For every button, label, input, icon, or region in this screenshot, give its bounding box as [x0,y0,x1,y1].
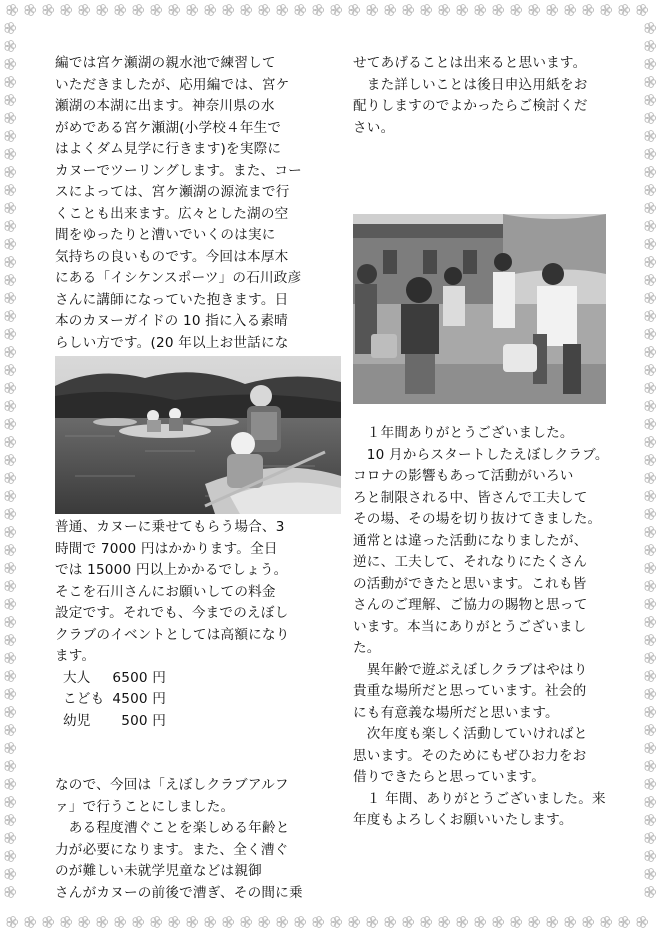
flower-ornament [79,5,90,16]
fee-amount: 4500 円 [112,691,167,707]
text-line: 編では宮ケ瀬湖の親水池で練習して [55,55,276,71]
flower-ornament [5,527,16,538]
flower-ornament [645,95,656,106]
flower-ornament [5,815,16,826]
flower-ornament [205,5,216,16]
flower-ornament [5,167,16,178]
text-line: た。 [353,640,381,656]
text-line: います。本当にありがとうございまし [353,618,587,635]
flower-ornament [5,419,16,430]
flower-ornament [645,617,656,628]
text-line: のが難しい未就学児童などは親御 [55,863,262,879]
flower-ornament [277,5,288,16]
flower-ornament [5,779,16,790]
flower-ornament [5,23,16,34]
flower-ornament [5,473,16,484]
flower-ornament [349,917,360,928]
flower-ornament [115,917,126,928]
flower-ornament [645,869,656,880]
flower-ornament [313,917,324,928]
flower-ornament [645,815,656,826]
flower-ornament [5,59,16,70]
flower-ornament [421,5,432,16]
text-line: さんのご理解、ご協力の賜物と思って [353,597,588,613]
flower-ornament [97,5,108,16]
right-column-lower [353,423,618,832]
flower-ornament [5,365,16,376]
text-line: 力が必要になります。また、全く漕ぐ [55,841,289,858]
flower-ornament [5,725,16,736]
text-line: 貴重な場所だと思っています。社会的 [353,683,587,699]
flower-ornament [61,5,72,16]
flower-ornament [475,917,486,928]
flower-ornament [367,917,378,928]
flower-ornament [439,917,450,928]
flower-ornament [457,917,468,928]
flower-ornament [241,917,252,928]
flower-ornament [5,671,16,682]
flower-ornament [277,917,288,928]
flower-ornament [511,5,522,16]
flower-ornament [645,851,656,862]
text-line: らしい方です。(20 年以上お世話にな [55,334,289,351]
flower-ornament [475,5,486,16]
flower-ornament [645,797,656,808]
flower-ornament [5,581,16,592]
flower-ornament [5,509,16,520]
flower-ornament [645,563,656,574]
flower-ornament [223,5,234,16]
text-line: では 15000 円以上かかるでしょう。 [55,562,288,578]
text-line: 10 月からスタートしたえぼしクラブ。 [353,446,609,463]
flower-ornament [5,41,16,52]
flower-ornament [331,917,342,928]
right-paragraph-1 [353,53,613,139]
fee-label: 大人 [63,669,91,686]
text-line: ます。 [55,648,96,664]
flower-ornament [645,707,656,718]
text-line: 逆に、工夫して、それなりにたくさん [353,554,588,570]
left-paragraph-3 [55,775,347,904]
flower-ornament [259,917,270,928]
flower-ornament [645,23,656,34]
flower-ornament [5,437,16,448]
flower-ornament [5,77,16,88]
text-line: ある程度漕ぐことを楽しめる年齢と [55,820,290,836]
flower-ornament [5,455,16,466]
flower-ornament [565,5,576,16]
flower-ornament [645,653,656,664]
flower-ornament [493,5,504,16]
text-line: せてあげることは出来ると思います。 [353,55,587,71]
flower-ornament [645,347,656,358]
text-line: 次年度も楽しく活動していければと [353,726,588,742]
flower-ornament [5,833,16,844]
flower-ornament [421,917,432,928]
flower-ornament [5,689,16,700]
flower-ornament [645,743,656,754]
text-line: 年度もよろしくお願いいたします。 [353,812,573,828]
left-column-lower [55,517,347,904]
text-line: 通常とは違った活動になりましたが、 [353,532,588,549]
flower-ornament [133,917,144,928]
flower-ornament [367,5,378,16]
text-line: クラブのイベントとしては高額になり [55,626,290,643]
flower-ornament [645,77,656,88]
text-line: 配りしますのでよかったらご検討くだ [353,98,588,114]
fee-amount: 500 円 [121,712,167,729]
flower-ornament [439,5,450,16]
text-line: １年間ありがとうございました。 [353,425,574,441]
flower-ornament [529,917,540,928]
flower-ornament [645,437,656,448]
flower-ornament [5,401,16,412]
flower-ornament [403,5,414,16]
text-line: さんに講師になっていた抱きます。日 [55,291,289,308]
flower-ornament [5,887,16,898]
flower-ornament [645,113,656,124]
flower-ornament [241,5,252,16]
flower-ornament [43,917,54,928]
flower-ornament [645,761,656,772]
flower-ornament [151,917,162,928]
flower-ornament [295,917,306,928]
flower-ornament [645,311,656,322]
flower-ornament [5,617,16,628]
flower-ornament [5,797,16,808]
flower-ornament [645,725,656,736]
flower-ornament [259,5,270,16]
flower-ornament [5,707,16,718]
flower-ornament [5,257,16,268]
text-line: その場、その場を切り抜けてきました。 [353,511,602,527]
text-line: の活動ができたと思います。これも皆 [353,575,587,592]
flower-ornament [645,131,656,142]
flower-ornament [645,221,656,232]
flower-ornament [5,329,16,340]
fee-row [63,668,166,690]
flower-ornament [547,917,558,928]
flower-ornament [5,203,16,214]
flower-ornament [43,5,54,16]
flower-ornament [5,275,16,286]
flower-ornament [493,917,504,928]
flower-ornament [5,149,16,160]
flower-ornament [187,917,198,928]
right-paragraph-2 [353,423,618,832]
flower-ornament [645,41,656,52]
flower-ornament [619,5,630,16]
flower-ornament [645,383,656,394]
flower-ornament [25,5,36,16]
flower-ornament [645,473,656,484]
flower-ornament [645,185,656,196]
flower-ornament [645,527,656,538]
flower-ornament [645,293,656,304]
flower-ornament [645,329,656,340]
flower-ornament [5,563,16,574]
right-column [353,53,613,139]
flower-ornament [5,95,16,106]
flower-ornament [645,365,656,376]
flower-ornament [645,203,656,214]
left-column [55,53,347,376]
fee-amount: 6500 円 [112,669,167,686]
fee-label: 幼児 [63,712,91,729]
flower-ornament [5,761,16,772]
text-line: 瀬湖の本湖に出ます。神奈川県の水 [55,98,275,114]
text-line: 気持ちの良いものです。今回は本厚木 [55,248,289,265]
flower-ornament [645,509,656,520]
flower-ornament [637,5,648,16]
flower-ornament [645,455,656,466]
flower-ornament [645,149,656,160]
flower-ornament [61,917,72,928]
flower-ornament [5,743,16,754]
text-line: ろと制限される中、皆さんで工夫して [353,489,588,506]
flower-ornament [295,5,306,16]
canoe-photo [55,356,341,514]
flower-ornament [5,113,16,124]
flower-ornament [645,599,656,610]
flower-ornament [115,5,126,16]
flower-ornament [645,257,656,268]
left-paragraph-2 [55,517,347,668]
flower-ornament [403,917,414,928]
text-line: 設定です。それでも、今までのえぼし [55,605,289,621]
flower-ornament [5,545,16,556]
flower-ornament [5,653,16,664]
flower-ornament [5,347,16,358]
fee-table [63,668,166,733]
flower-ornament [313,5,324,16]
text-line: 普通、カヌーに乗せてもらう場合、3 [55,519,285,535]
flower-ornament [645,491,656,502]
fee-row [63,711,166,733]
text-line: なので、今回は「えぼしクラブアルフ [55,777,289,793]
text-line: はよくダム見学に行きます)を実際に [55,141,282,157]
text-line: そこを石川さんにお願いしての料金 [55,583,276,600]
text-line: 時間で 7000 円はかかります。全日 [55,540,278,557]
flower-ornament [511,917,522,928]
flower-ornament [5,869,16,880]
text-line: にも有意義な場所だと思います。 [353,704,559,721]
flower-ornament [5,599,16,610]
text-line: カヌーでツーリングします。また、コー [55,162,302,179]
text-line: また詳しいことは後日申込用紙をお [353,76,588,93]
flower-ornament [151,5,162,16]
flower-ornament [645,581,656,592]
flower-ornament [619,917,630,928]
text-line: 思います。そのためにもぜひお力をお [353,747,587,764]
flower-ornament [645,887,656,898]
flower-ornament [529,5,540,16]
flower-ornament [5,185,16,196]
flower-ornament [457,5,468,16]
flower-ornament [133,5,144,16]
flower-ornament [349,5,360,16]
text-line: さんがカヌーの前後で漕ぎ、その間に乗 [55,884,303,901]
flower-ornament [583,5,594,16]
text-line: １ 年間、ありがとうございました。来 [353,790,606,807]
flower-ornament [169,5,180,16]
text-line: にある「イシケンスポーツ」の石川政彦 [55,270,302,286]
flower-ornament [645,419,656,430]
text-line: いただきましたが、応用編では、宮ケ [55,76,290,93]
flower-ornament [7,917,18,928]
flower-ornament [5,635,16,646]
flower-ornament [645,401,656,412]
flower-ornament [645,545,656,556]
flower-ornament [5,311,16,322]
flower-ornament [205,917,216,928]
text-line: 間をゆったりと漕いでいくのは実に [55,227,276,243]
flower-ornament [5,293,16,304]
flower-ornament [645,779,656,790]
flower-ornament [601,917,612,928]
text-line: スによっては、宮ケ瀬湖の源流まで行 [55,184,290,200]
flower-ornament [645,833,656,844]
flower-ornament [645,275,656,286]
flower-ornament [645,167,656,178]
flower-ornament [547,5,558,16]
text-line: がめである宮ケ瀬湖(小学校４年生で [55,119,282,136]
flower-ornament [637,917,648,928]
flower-ornament [25,917,36,928]
fee-row [63,689,166,711]
text-line: 借りできたらと思っています。 [353,769,546,785]
text-line: くことも出来ます。広々とした湖の空 [55,205,289,222]
flower-ornament [645,671,656,682]
flower-ornament [565,917,576,928]
flower-ornament [645,239,656,250]
text-line: 異年齢で遊ぶえぼしクラブはやはり [353,661,588,678]
flower-ornament [97,917,108,928]
flower-ornament [187,5,198,16]
children-activity-photo [353,214,606,404]
flower-ornament [5,383,16,394]
left-paragraph-1 [55,53,347,376]
text-line: ァ」で行うことにしました。 [55,798,235,815]
flower-ornament [5,131,16,142]
flower-ornament [645,689,656,700]
text-line: さい。 [353,119,395,136]
flower-ornament [331,5,342,16]
flower-ornament [385,917,396,928]
flower-ornament [583,917,594,928]
flower-ornament [5,491,16,502]
flower-ornament [5,221,16,232]
flower-ornament [79,917,90,928]
text-line: 本のカヌーガイドの 10 指に入る素晴 [55,313,288,329]
text-line: コロナの影響もあって活動がいろい [353,468,574,484]
flower-ornament [645,635,656,646]
fee-label: こども [63,691,105,707]
flower-ornament [601,5,612,16]
flower-ornament [385,5,396,16]
flower-ornament [223,917,234,928]
flower-ornament [5,239,16,250]
flower-ornament [169,917,180,928]
flower-ornament [5,851,16,862]
flower-ornament [645,59,656,70]
flower-ornament [7,5,18,16]
